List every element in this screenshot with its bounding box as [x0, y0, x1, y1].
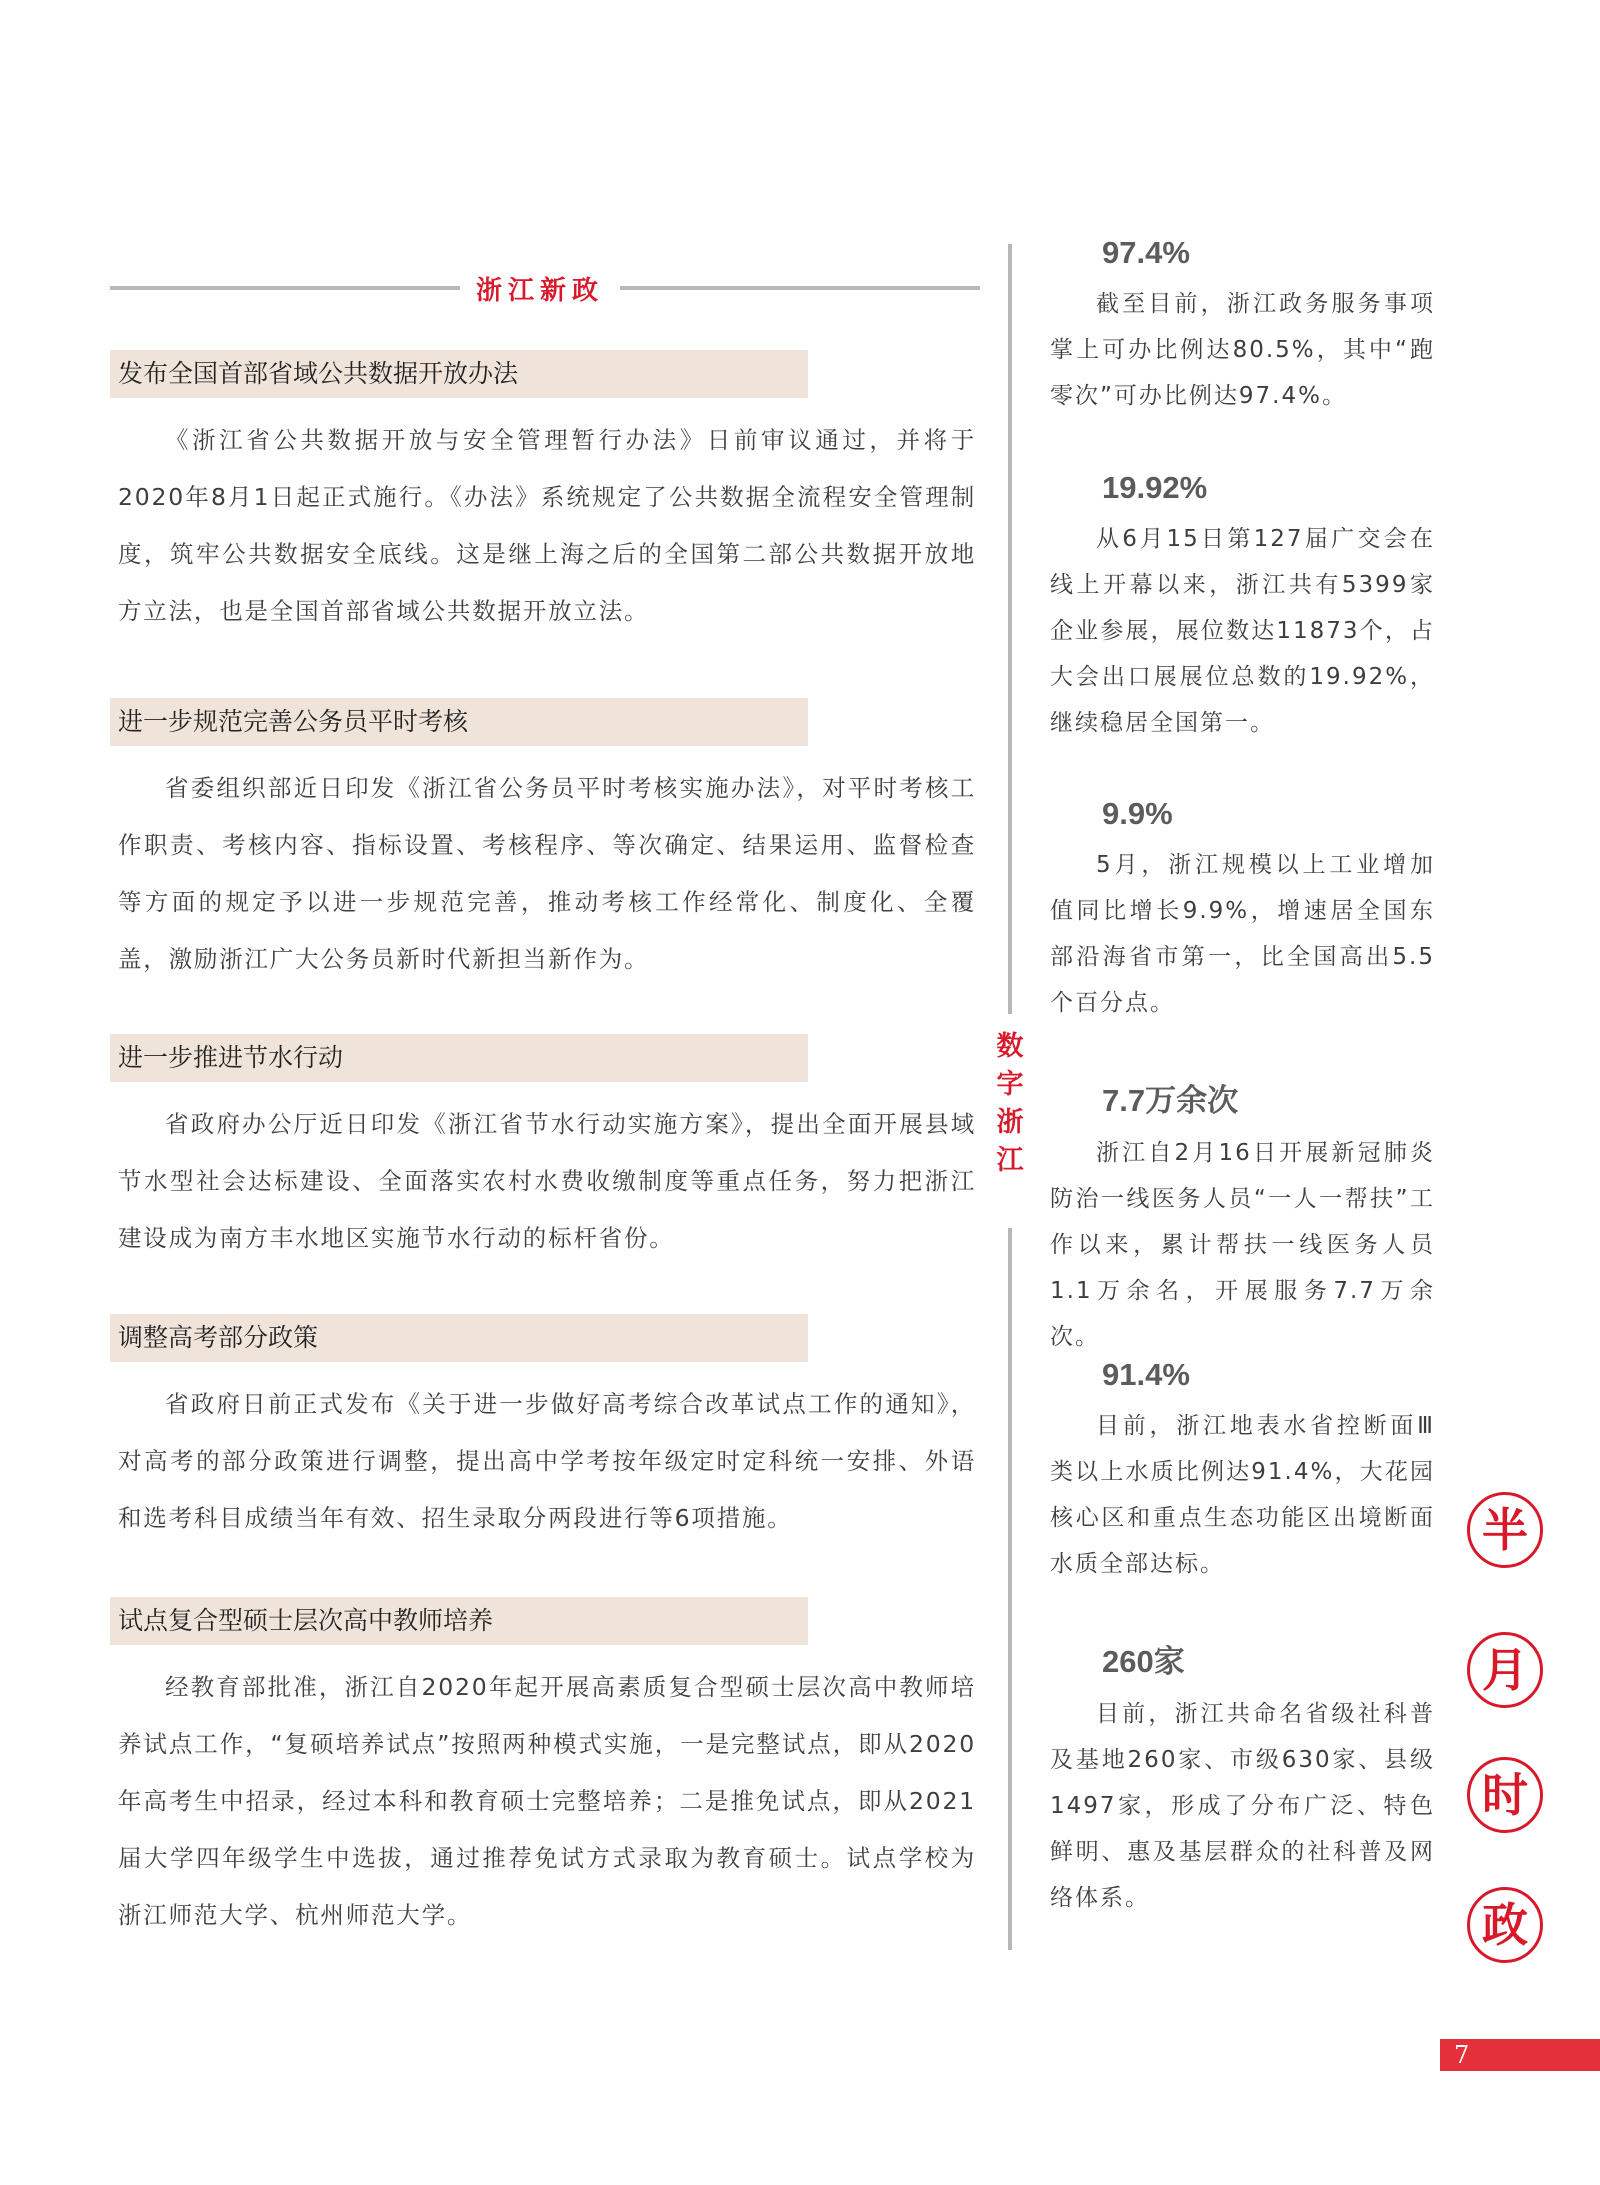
article-title: 发布全国首部省域公共数据开放办法 [110, 350, 808, 398]
stat-block-5 [1050, 1357, 1435, 1587]
article-title: 调整高考部分政策 [110, 1314, 808, 1362]
section-title: 浙江新政 [0, 270, 1080, 307]
stat-description: 从6月15日第127届广交会在线上开幕以来，浙江共有5399家企业参展，展位数达11873个，占大会出口展展位总数的19.92%，继续稳居全国第一。 [1050, 526, 1435, 736]
stat-description: 浙江自2月16日开展新冠肺炎防治一线医务人员“一人一帮扶”工作以来，累计帮扶一线医务人员1.1万余名，开展服务7.7万余次。 [1050, 1140, 1435, 1350]
sidebar-label-char: 数 [996, 1031, 1024, 1062]
column-divider-bottom [1008, 1228, 1012, 1950]
stat-number: 9.9% [1102, 796, 1173, 831]
article-body: 省政府日前正式发布《关于进一步做好高考综合改革试点工作的通知》，对高考的部分政策进行调整，提出高中学考按年级定时定科统一安排、外语和选考科目成绩当年有效、招生录取分两段进行等6项措施。 [118, 1390, 976, 1532]
sidebar-label-char: 浙 [996, 1107, 1024, 1138]
article-title: 试点复合型硕士层次高中教师培养 [110, 1597, 808, 1645]
seal-char: 月 [1467, 1632, 1543, 1708]
stat-block-6 [1050, 1636, 1435, 1921]
article-body: 《浙江省公共数据开放与安全管理暂行办法》日前审议通过，并将于2020年8月1日起正式施行。《办法》系统规定了公共数据全流程安全管理制度，筑牢公共数据安全底线。这是继上海之后的全国第二部公共数据开放地方立法，也是全国首部省域公共数据开放立法。 [118, 426, 976, 625]
seal-char: 时 [1467, 1757, 1543, 1833]
stat-description: 目前，浙江共命名省级社科普及基地260家、市级630家、县级1497家，形成了分布广泛、特色鲜明、惠及基层群众的社科普及网络体系。 [1050, 1701, 1435, 1911]
sidebar-label-char: 江 [996, 1145, 1024, 1176]
article-body: 经教育部批准，浙江自2020年起开展高素质复合型硕士层次高中教师培养试点工作，“复硕培养试点”按照两种模式实施，一是完整试点，即从2020年高考生中招录，经过本科和教育硕士完整培养；二是推免试点，即从2021届大学四年级学生中选拔，通过推荐免试方式录取为教育硕士。试点学校为浙江师范大学、杭州师范大学。 [118, 1673, 976, 1929]
sidebar-label-char: 字 [996, 1069, 1024, 1100]
stat-number: 97.4% [1102, 235, 1190, 270]
article-title: 进一步规范完善公务员平时考核 [110, 698, 808, 746]
sidebar-label [994, 1028, 1026, 1180]
article-1 [110, 350, 980, 640]
stat-block-1 [1050, 235, 1435, 419]
article-body: 省委组织部近日印发《浙江省公务员平时考核实施办法》，对平时考核工作职责、考核内容、指标设置、考核程序、等次确定、结果运用、监督检查等方面的规定予以进一步规范完善，推动考核工作经常化、制度化、全覆盖，激励浙江广大公务员新时代新担当新作为。 [118, 774, 976, 973]
seal-char: 政 [1467, 1887, 1543, 1963]
article-2 [110, 698, 980, 988]
stat-number: 19.92% [1102, 470, 1208, 505]
stat-number: 91.4% [1102, 1357, 1190, 1392]
article-3 [110, 1034, 980, 1267]
stat-description: 目前，浙江地表水省控断面Ⅲ类以上水质比例达91.4%，大花园核心区和重点生态功能区出境断面水质全部达标。 [1050, 1413, 1435, 1577]
article-4 [110, 1314, 980, 1547]
stat-number: 7.7万余次 [1102, 1083, 1239, 1118]
article-body: 省政府办公厅近日印发《浙江省节水行动实施方案》，提出全面开展县域节水型社会达标建设、全面落实农村水费收缴制度等重点任务，努力把浙江建设成为南方丰水地区实施节水行动的标杆省份。 [118, 1110, 976, 1252]
seal-char: 半 [1467, 1492, 1543, 1568]
stat-block-3 [1050, 796, 1435, 1026]
stat-description: 5月，浙江规模以上工业增加值同比增长9.9%，增速居全国东部沿海省市第一，比全国高出5.5个百分点。 [1050, 852, 1435, 1016]
article-5 [110, 1597, 980, 1944]
article-title: 进一步推进节水行动 [110, 1034, 808, 1082]
stat-description: 截至目前，浙江政务服务事项掌上可办比例达80.5%，其中“跑零次”可办比例达97.4%。 [1050, 291, 1435, 409]
stat-block-4 [1050, 1075, 1435, 1360]
page-number-bar [1440, 2039, 1600, 2071]
page-number: 7 [1454, 2041, 1470, 2069]
stat-block-2 [1050, 470, 1435, 746]
stat-number: 260家 [1102, 1644, 1185, 1679]
column-divider-top [1008, 244, 1012, 1014]
